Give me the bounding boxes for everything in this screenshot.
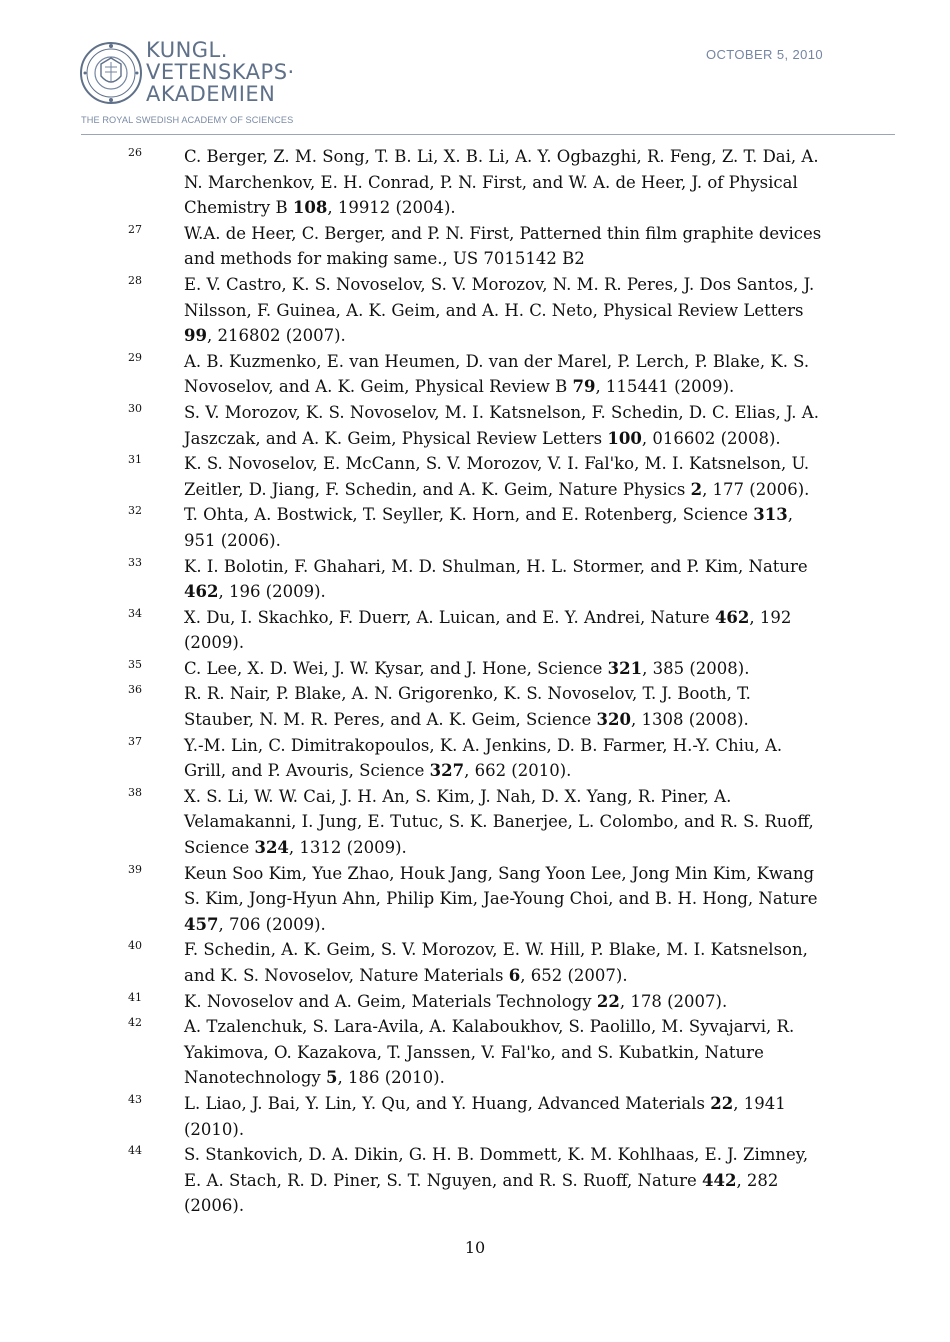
reference-item (0, 400, 824, 451)
reference-pages-year: , 706 (2009). (218, 914, 326, 934)
logo-line-2: VETENSKAPS· (146, 60, 295, 84)
reference-text: T. Ohta, A. Bostwick, T. Seyller, K. Horn, and E. Rotenberg, Science (184, 505, 754, 525)
reference-item (0, 989, 824, 1015)
reference-pages-year: , 177 (2006). (702, 479, 810, 499)
reference-text: S. Stankovich, D. A. Dikin, G. H. B. Dommett, K. M. Kohlhaas, E. J. Zimney, E. A. Stach, R. D. Piner, S. T. Nguyen, and R. S. Ruoff, Nature (184, 1145, 809, 1190)
reference-item (0, 784, 824, 861)
reference-number: 36 (128, 683, 142, 697)
reference-item (0, 1091, 824, 1142)
reference-item (0, 349, 824, 400)
reference-number: 41 (128, 990, 142, 1004)
reference-volume: 108 (292, 198, 328, 218)
reference-volume: 462 (184, 582, 219, 602)
reference-text: A. B. Kuzmenko, E. van Heumen, D. van der Marel, P. Lerch, P. Blake, K. S. Novoselov, and A. K. Geim, Physical Review B (184, 351, 810, 397)
reference-pages-year: , 178 (2007). (619, 991, 728, 1011)
reference-text: E. V. Castro, K. S. Novoselov, S. V. Morozov, N. M. R. Peres, J. Dos Santos, J. Nilsson, F. Guinea, A. K. Geim, and A. H. C. Neto, Physical Review Letters (184, 274, 815, 320)
reference-item (0, 861, 824, 938)
reference-text: X. Du, I. Skachko, F. Duerr, A. Luican, and E. Y. Andrei, Nature (184, 607, 715, 627)
reference-pages-year: , 652 (2007). (520, 966, 628, 985)
header-divider (81, 134, 895, 135)
reference-number: 42 (128, 1016, 142, 1030)
reference-pages-year: , 385 (2008). (642, 658, 750, 678)
reference-volume: 5 (326, 1068, 338, 1088)
reference-item (0, 937, 824, 988)
reference-text: Y.-M. Lin, C. Dimitrakopoulos, K. A. Jenkins, D. B. Farmer, H.-Y. Chiu, A. Grill, and P. Avouris, Science (184, 735, 783, 781)
reference-volume: 462 (714, 607, 750, 627)
reference-item (0, 1014, 824, 1091)
page-number: 10 (464, 1238, 486, 1257)
reference-number: 31 (128, 453, 142, 467)
reference-number: 34 (128, 606, 142, 620)
reference-pages-year: , 1312 (2009). (288, 838, 407, 858)
reference-item (0, 144, 824, 221)
reference-volume: 6 (508, 966, 521, 985)
reference-pages-year: , 282 (2006). (184, 1170, 779, 1216)
reference-volume: 22 (596, 991, 620, 1011)
reference-volume: 99 (184, 326, 207, 346)
reference-text: L. Liao, J. Bai, Y. Lin, Y. Qu, and Y. Huang, Advanced Materials (184, 1093, 711, 1113)
reference-volume: 100 (607, 428, 642, 448)
reference-number: 37 (128, 734, 142, 748)
reference-pages-year: , 196 (2009). (218, 582, 326, 602)
reference-item (0, 605, 824, 656)
reference-volume: 2 (690, 479, 703, 499)
academy-seal-icon (79, 36, 143, 110)
reference-number: 40 (128, 939, 142, 953)
reference-number: 35 (128, 657, 142, 671)
reference-volume: 320 (596, 710, 631, 730)
reference-number: 28 (128, 273, 142, 287)
reference-volume: 442 (701, 1170, 737, 1190)
reference-pages-year: , 19912 (2004). (327, 198, 456, 218)
reference-volume: 321 (607, 658, 643, 678)
reference-item (0, 451, 824, 502)
logo-wordmark (146, 40, 295, 106)
reference-text: X. S. Li, W. W. Cai, J. H. An, S. Kim, J. Nah, D. X. Yang, R. Piner, A. Velamakanni, I. Jung, E. Tutuc, S. K. Banerjee, L. Colombo, and R. S. Ruoff, Science (184, 786, 814, 858)
reference-volume: 313 (753, 505, 788, 525)
reference-pages-year: , 016602 (2008). (641, 428, 781, 448)
reference-pages-year: , 662 (2010). (464, 761, 572, 781)
reference-text: Keun Soo Kim, Yue Zhao, Houk Jang, Sang Yoon Lee, Jong Min Kim, Kwang S. Kim, Jong-Hyun Ahn, Philip Kim, Jae-Young Choi, and B. H. Hong, Nature (184, 863, 818, 909)
reference-item (0, 681, 824, 732)
logo-line-3: AKADEMIEN (146, 82, 276, 106)
reference-number: 38 (128, 785, 142, 799)
reference-volume: 457 (184, 914, 219, 934)
reference-pages-year: , 951 (2006). (184, 505, 793, 550)
reference-pages-year: , 1308 (2008). (630, 710, 749, 730)
reference-item (0, 1142, 824, 1219)
reference-text: C. Berger, Z. M. Song, T. B. Li, X. B. Li, A. Y. Ogbazghi, R. Feng, Z. T. Dai, A. N. Marchenkov, E. H. Conrad, P. N. First, and W. A. de Heer, J. of Physical Chemistry B (184, 147, 819, 218)
logo-line-1: KUNGL. (146, 38, 228, 62)
reference-number: 26 (128, 146, 142, 159)
reference-volume: 324 (254, 838, 289, 858)
reference-pages-year: , 216802 (2007). (206, 326, 346, 346)
reference-text: F. Schedin, A. K. Geim, S. V. Morozov, E. W. Hill, P. Blake, M. I. Katsnelson, and K. S. Novoselov, Nature Materials (184, 940, 808, 985)
reference-item (0, 502, 824, 553)
reference-item (0, 733, 824, 784)
reference-text: K. I. Bolotin, F. Ghahari, M. D. Shulman, H. L. Stormer, and P. Kim, Nature (184, 556, 808, 576)
reference-list (0, 144, 950, 1219)
logo-subtitle: THE ROYAL SWEDISH ACADEMY OF SCIENCES (81, 115, 294, 125)
reference-number: 44 (128, 1144, 142, 1158)
reference-number: 32 (128, 504, 142, 518)
reference-pages-year: , 186 (2010). (337, 1068, 445, 1088)
reference-text: R. R. Nair, P. Blake, A. N. Grigorenko, K. S. Novoselov, T. J. Booth, T. Stauber, N. M. R. Peres, and A. K. Geim, Science (184, 684, 751, 730)
reference-text: A. Tzalenchuk, S. Lara-Avila, A. Kalaboukhov, S. Paolillo, M. Syvajarvi, R. Yakimova, O. Kazakova, T. Janssen, V. Fal'ko, and S. Kubatkin, Nature Nanotechnology (184, 1017, 795, 1088)
reference-item (0, 221, 824, 272)
reference-pages-year: , 115441 (2009). (595, 377, 735, 397)
reference-text: W.A. de Heer, C. Berger, and P. N. First, Patterned thin film graphite devices and methods for making same., US 7015142 B2 (184, 223, 822, 269)
reference-text: S. V. Morozov, K. S. Novoselov, M. I. Katsnelson, F. Schedin, D. C. Elias, J. A. Jaszczak, and A. K. Geim, Physical Review Letters (184, 402, 819, 448)
reference-volume: 22 (710, 1093, 734, 1113)
reference-item (0, 656, 824, 682)
reference-text: K. Novoselov and A. Geim, Materials Technology (184, 991, 597, 1011)
reference-pages-year: , 1941 (2010). (184, 1093, 786, 1139)
header-date: OCTOBER 5, 2010 (705, 47, 823, 62)
reference-number: 33 (128, 555, 142, 569)
reference-number: 30 (128, 401, 142, 415)
reference-number: 39 (128, 862, 142, 876)
reference-number: 29 (128, 350, 142, 364)
reference-pages-year: , 192 (2009). (184, 607, 792, 653)
reference-item (0, 272, 824, 349)
reference-volume: 327 (429, 761, 465, 781)
reference-text: K. S. Novoselov, E. McCann, S. V. Morozov, V. I. Fal'ko, M. I. Katsnelson, U. Zeitler, D. Jiang, F. Schedin, and A. K. Geim, Nature Physics (184, 454, 810, 499)
reference-text: C. Lee, X. D. Wei, J. W. Kysar, and J. Hone, Science (184, 658, 608, 678)
reference-number: 43 (128, 1092, 142, 1106)
reference-volume: 79 (572, 377, 596, 397)
reference-number: 27 (128, 222, 142, 236)
page-header (0, 0, 950, 136)
reference-item (0, 554, 824, 605)
